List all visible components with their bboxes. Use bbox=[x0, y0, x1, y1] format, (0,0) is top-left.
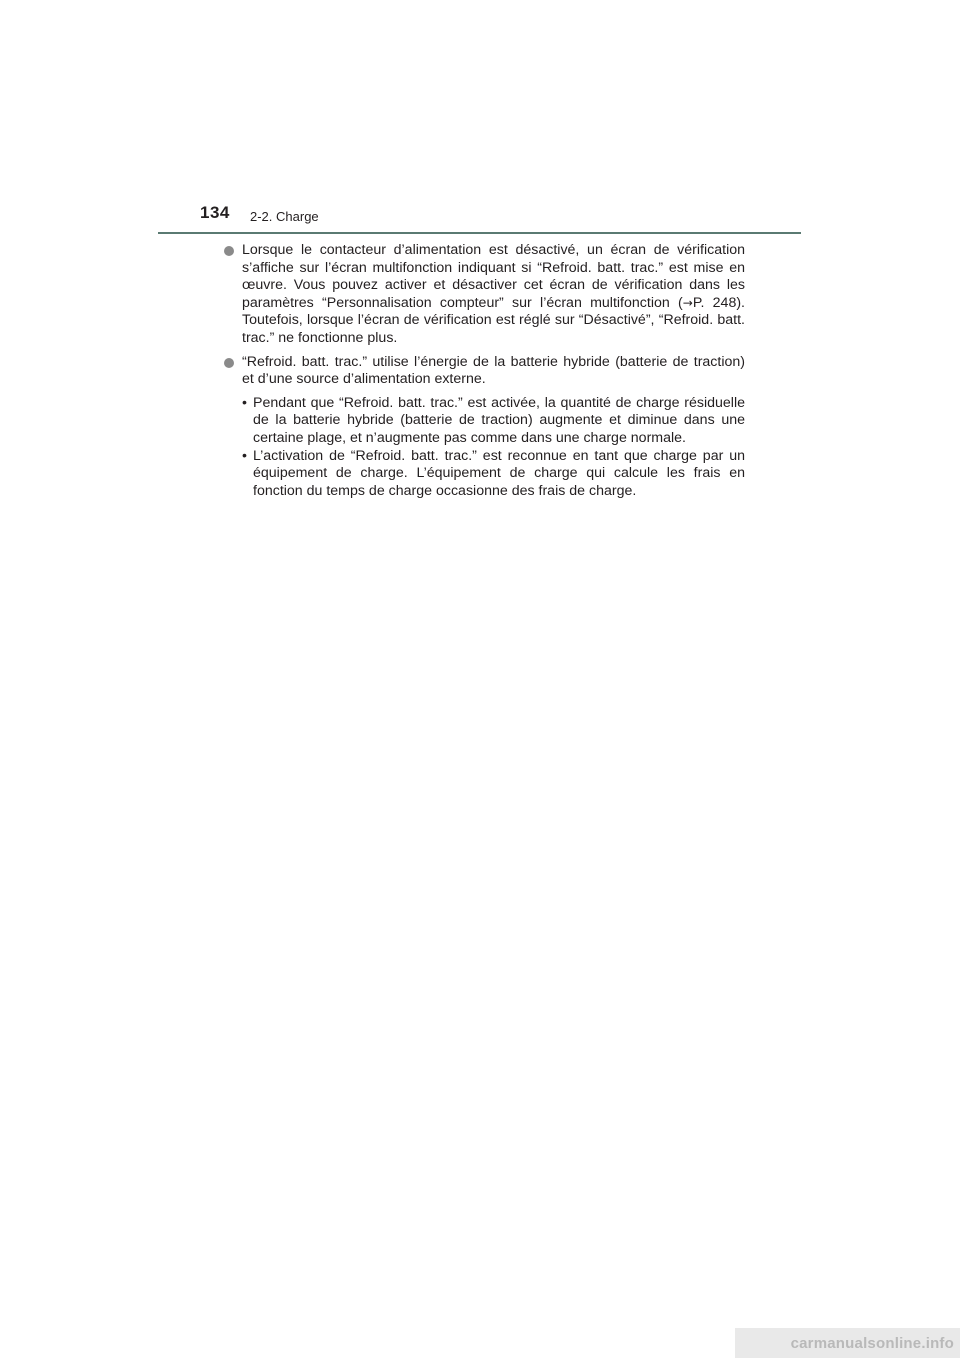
watermark bbox=[735, 1328, 960, 1358]
small-bullet-icon: • bbox=[242, 394, 247, 411]
sub-list-text: Pendant que “Refroid. batt. trac.” est activée, la quantité de charge résiduelle de la batterie hybride (batterie de traction) augmente et diminue dans une certaine plage, et n’augmente pas comme dans une charge normale. bbox=[253, 394, 745, 446]
header-divider bbox=[158, 232, 801, 234]
sub-list-item bbox=[224, 448, 745, 501]
arrow-right-icon: → bbox=[682, 295, 693, 310]
bullet-item bbox=[224, 242, 745, 348]
bullet-dot-icon bbox=[224, 246, 234, 256]
watermark-text: carmanualsonline.info bbox=[790, 1335, 954, 1352]
sub-list-item bbox=[224, 395, 745, 448]
bullet-item bbox=[224, 354, 745, 389]
bullet-text: “Refroid. batt. trac.” utilise l’énergie de la batterie hybride (batterie de traction) et d’une source d’alimentation externe. bbox=[242, 353, 745, 388]
section-title: 2-2. Charge bbox=[250, 209, 319, 224]
page-content bbox=[224, 242, 745, 500]
page-reference-link[interactable]: P. 248). Toutefois, lorsque l’écran de vérification est réglé sur “Désactivé”, “Refroid. batt. trac.” ne fonctionne plus. bbox=[242, 294, 745, 346]
bullet-dot-icon bbox=[224, 358, 234, 368]
page-number: 134 bbox=[200, 203, 230, 222]
small-bullet-icon: • bbox=[242, 447, 247, 464]
sub-list bbox=[224, 395, 745, 501]
sub-list-text: L’activation de “Refroid. batt. trac.” est reconnue en tant que charge par un équipement de charge. L’équipement de charge qui calcule les frais en fonction du temps de charge occasionne des frais de charge. bbox=[253, 447, 745, 499]
bullet-text-start: Lorsque le contacteur d’alimentation est désactivé, un écran de vérification s’affiche sur l’écran multifonction indiquant si “Refroid. batt. trac.” est mise en œuvre. Vous pouvez activer et désactiver cet écran de vérification dans les paramètres “Personnalisation compteur” sur l’écran multifonction ( bbox=[242, 242, 745, 311]
